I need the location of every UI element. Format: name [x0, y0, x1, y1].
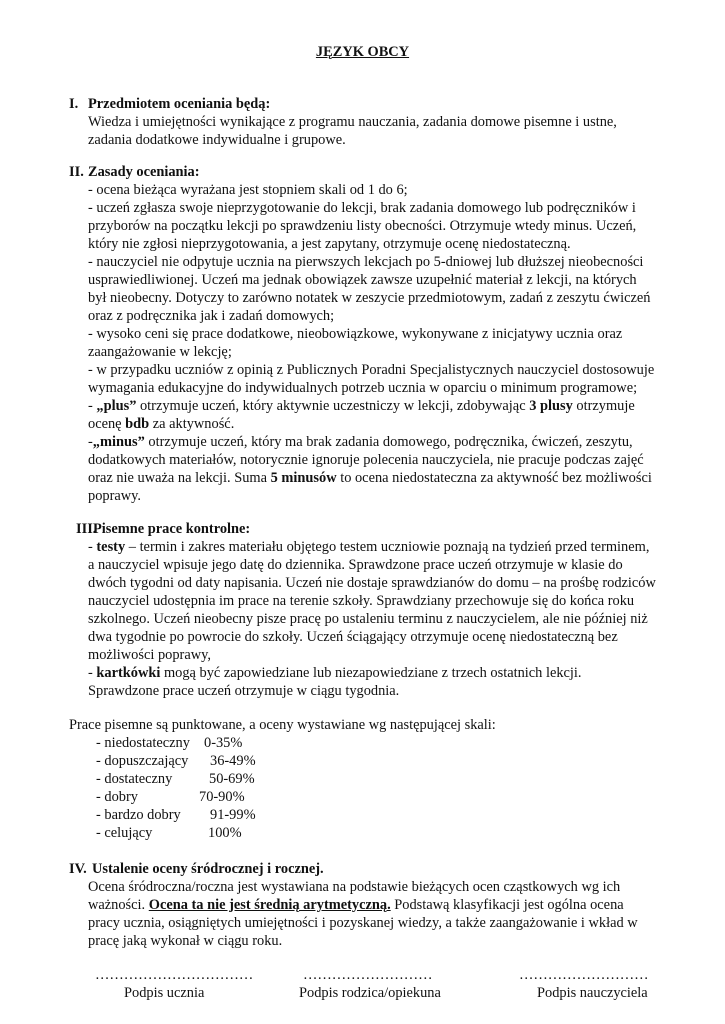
section-4-heading: Ustalenie oceny śródrocznej i rocznej. — [92, 861, 324, 877]
section-3-line: nauczyciel udostępnia im prace na terenie szkoły. Sprawdziany przechowuje się do końca roku — [88, 593, 635, 609]
section-2-line: - ocena bieżąca wyrażana jest stopniem skali od 1 do 6; — [88, 182, 408, 198]
page-title: JĘZYK OBCY — [315, 44, 410, 60]
section-4-line: Ocena śródroczna/roczna jest wystawiana na podstawie bieżących ocen cząstkowych wg ich — [88, 879, 621, 895]
section-3-line: możliwości poprawy, — [88, 647, 211, 663]
scale-row — [96, 734, 336, 752]
section-3-line: a nauczyciel wpisuje jego datę do dziennika. Sprawdzone prace uczeń otrzymuje w klasie do — [88, 557, 623, 573]
kartkowki-line: - kartkówki mogą być zapowiedziane lub niezapowiedziane z trzech ostatnich lekcji. — [88, 665, 582, 681]
plus-rule-line: - „plus” otrzymuje uczeń, który aktywnie uczestniczy w lekcji, zdobywając 3 plusy otrzymuje — [88, 398, 635, 414]
scale-row — [96, 806, 336, 824]
scale-range: 91-99% — [210, 807, 256, 823]
section-2-line: oraz z podręcznika jak i zadań domowych; — [88, 308, 335, 324]
scale-grade: - niedostateczny — [96, 735, 190, 751]
minus-term: „minus” — [92, 434, 145, 450]
section-4-number: IV. — [69, 861, 87, 877]
signature-line-student: …………………………… — [95, 967, 254, 983]
section-2-line: był nieobecny. Dotyczy to zarówno notatek w zeszycie przedmiotowym, zadań z zeszytu ćwiczeń — [88, 290, 651, 306]
section-2-line: - wysoko ceni się prace dodatkowe, nieobowiązkowe, wykonywane z inicjatywy ucznia oraz — [88, 326, 623, 342]
section-1-line: Wiedza i umiejętności wynikające z programu nauczania, zadania domowe pisemne i ustne, — [88, 114, 617, 130]
section-2-heading: Zasady oceniania: — [88, 164, 200, 180]
scale-intro: Prace pisemne są punktowane, a oceny wystawiane wg następującej skali: — [69, 717, 496, 733]
section-2-line: usprawiedliwionej. Uczeń ma jednak obowiązek zawsze uzupełnić materiał z lekcji, na których — [88, 272, 637, 288]
scale-row — [96, 788, 336, 806]
section-2-number: II. — [69, 164, 84, 180]
section-2-line: zaangażowanie w lekcję; — [88, 344, 232, 360]
scale-row — [96, 824, 336, 842]
minus-rule-line: poprawy. — [88, 488, 142, 504]
testy-line: - testy – termin i zakres materiału objętego testem uczniowie poznają na tydzień przed terminem, — [88, 539, 650, 555]
signature-label-parent: Podpis rodzica/opiekuna — [299, 985, 441, 1001]
scale-grade: - dostateczny — [96, 771, 173, 787]
section-1-line: zadania dodatkowe indywidualne i grupowe. — [88, 132, 346, 148]
section-2-line: przyborów na początku lekcji po sprawdzeniu listy obecności. Otrzymuje wtedy minus. Uczeń, — [88, 218, 637, 234]
scale-range: 36-49% — [210, 753, 256, 769]
section-3-number: III. — [76, 521, 97, 537]
section-2-line: - uczeń zgłasza swoje nieprzygotowanie do lekcji, brak zadania domowego lub podręczników i — [88, 200, 636, 216]
signature-line-teacher: ……………………… — [519, 967, 649, 983]
scale-grade: - celujący — [96, 825, 153, 841]
scale-range: 100% — [208, 825, 242, 841]
plus-term: „plus” — [96, 398, 137, 414]
section-2-line: wymagania edukacyjne do indywidualnych potrzeb ucznia w oparciu o minimum programowe; — [88, 380, 638, 396]
section-2-line: - nauczyciel nie odpytuje ucznia na pierwszych lekcjach po 5-dniowej lub dłuższej nieobecności — [88, 254, 644, 270]
section-3-line: dwóch tygodni od daty napisania. Uczeń nie dostaje sprawdzianów do domu – na prośbę rodziców — [88, 575, 656, 591]
section-4-line: pracę jaką wykonał w ciągu roku. — [88, 933, 283, 949]
minus-rule-line: -„minus” otrzymuje uczeń, który ma brak zadania domowego, podręcznika, ćwiczeń, zeszytu, — [88, 434, 633, 450]
scale-row — [96, 770, 336, 788]
signature-label-teacher: Podpis nauczyciela — [537, 985, 648, 1001]
scale-grade: - bardzo dobry — [96, 807, 181, 823]
section-2-line: który nie zgłosi nieprzygotowania, a jest zapytany, otrzymuje ocenę niedostateczną. — [88, 236, 571, 252]
plus-rule-line: ocenę bdb za aktywność. — [88, 416, 235, 432]
bdb-grade: bdb — [125, 416, 150, 432]
signature-label-student: Podpis ucznia — [124, 985, 205, 1001]
section-3-heading: Pisemne prace kontrolne: — [93, 521, 251, 537]
minus-rule-line: oraz nie uważa na lekcji. Suma 5 minusów to ocena niedostateczna za aktywność bez możliwości — [88, 470, 652, 486]
scale-range: 70-90% — [199, 789, 245, 805]
kartkowki-term: kartkówki — [96, 665, 161, 681]
section-1-number: I. — [69, 96, 79, 112]
scale-grade: - dobry — [96, 789, 138, 805]
scale-row — [96, 752, 336, 770]
emphasis-not-average: Ocena ta nie jest średnią arytmetyczną. — [148, 897, 391, 913]
section-4-line: pracy ucznia, osiągniętych umiejętności i pozyskanej wiedzy, a także zaangażowanie i wkład w — [88, 915, 638, 931]
minus-count: 5 minusów — [270, 470, 337, 486]
section-3-line: szkolnego. Uczeń nieobecny pisze pracę po ustaleniu terminu z nauczycielem, ale nie później niż — [88, 611, 648, 627]
testy-term: testy — [96, 539, 126, 555]
scale-range: 0-35% — [204, 735, 243, 751]
scale-range: 50-69% — [209, 771, 255, 787]
scale-grade: - dopuszczający — [96, 753, 189, 769]
plus-count: 3 plusy — [529, 398, 573, 414]
minus-rule-line: dodatkowych materiałów, notorycznie ignoruje polecenia nauczyciela, nie pracuje podczas zajęć — [88, 452, 644, 468]
section-3-line: dwa tygodnie po powrocie do szkoły. Uczeń ściągający otrzymuje ocenę niedostateczną bez — [88, 629, 618, 645]
section-3-line: Sprawdzone prace uczeń otrzymuje w ciągu tygodnia. — [88, 683, 400, 699]
section-4-line: ważności. Ocena ta nie jest średnią arytmetyczną. Podstawą klasyfikacji jest ogólna ocena — [88, 897, 624, 913]
signature-line-parent: ……………………… — [303, 967, 433, 983]
section-2-line: - w przypadku uczniów z opinią z Publicznych Poradni Specjalistycznych nauczyciel dostosowuje — [88, 362, 655, 378]
section-1-heading: Przedmiotem oceniania będą: — [88, 96, 271, 112]
